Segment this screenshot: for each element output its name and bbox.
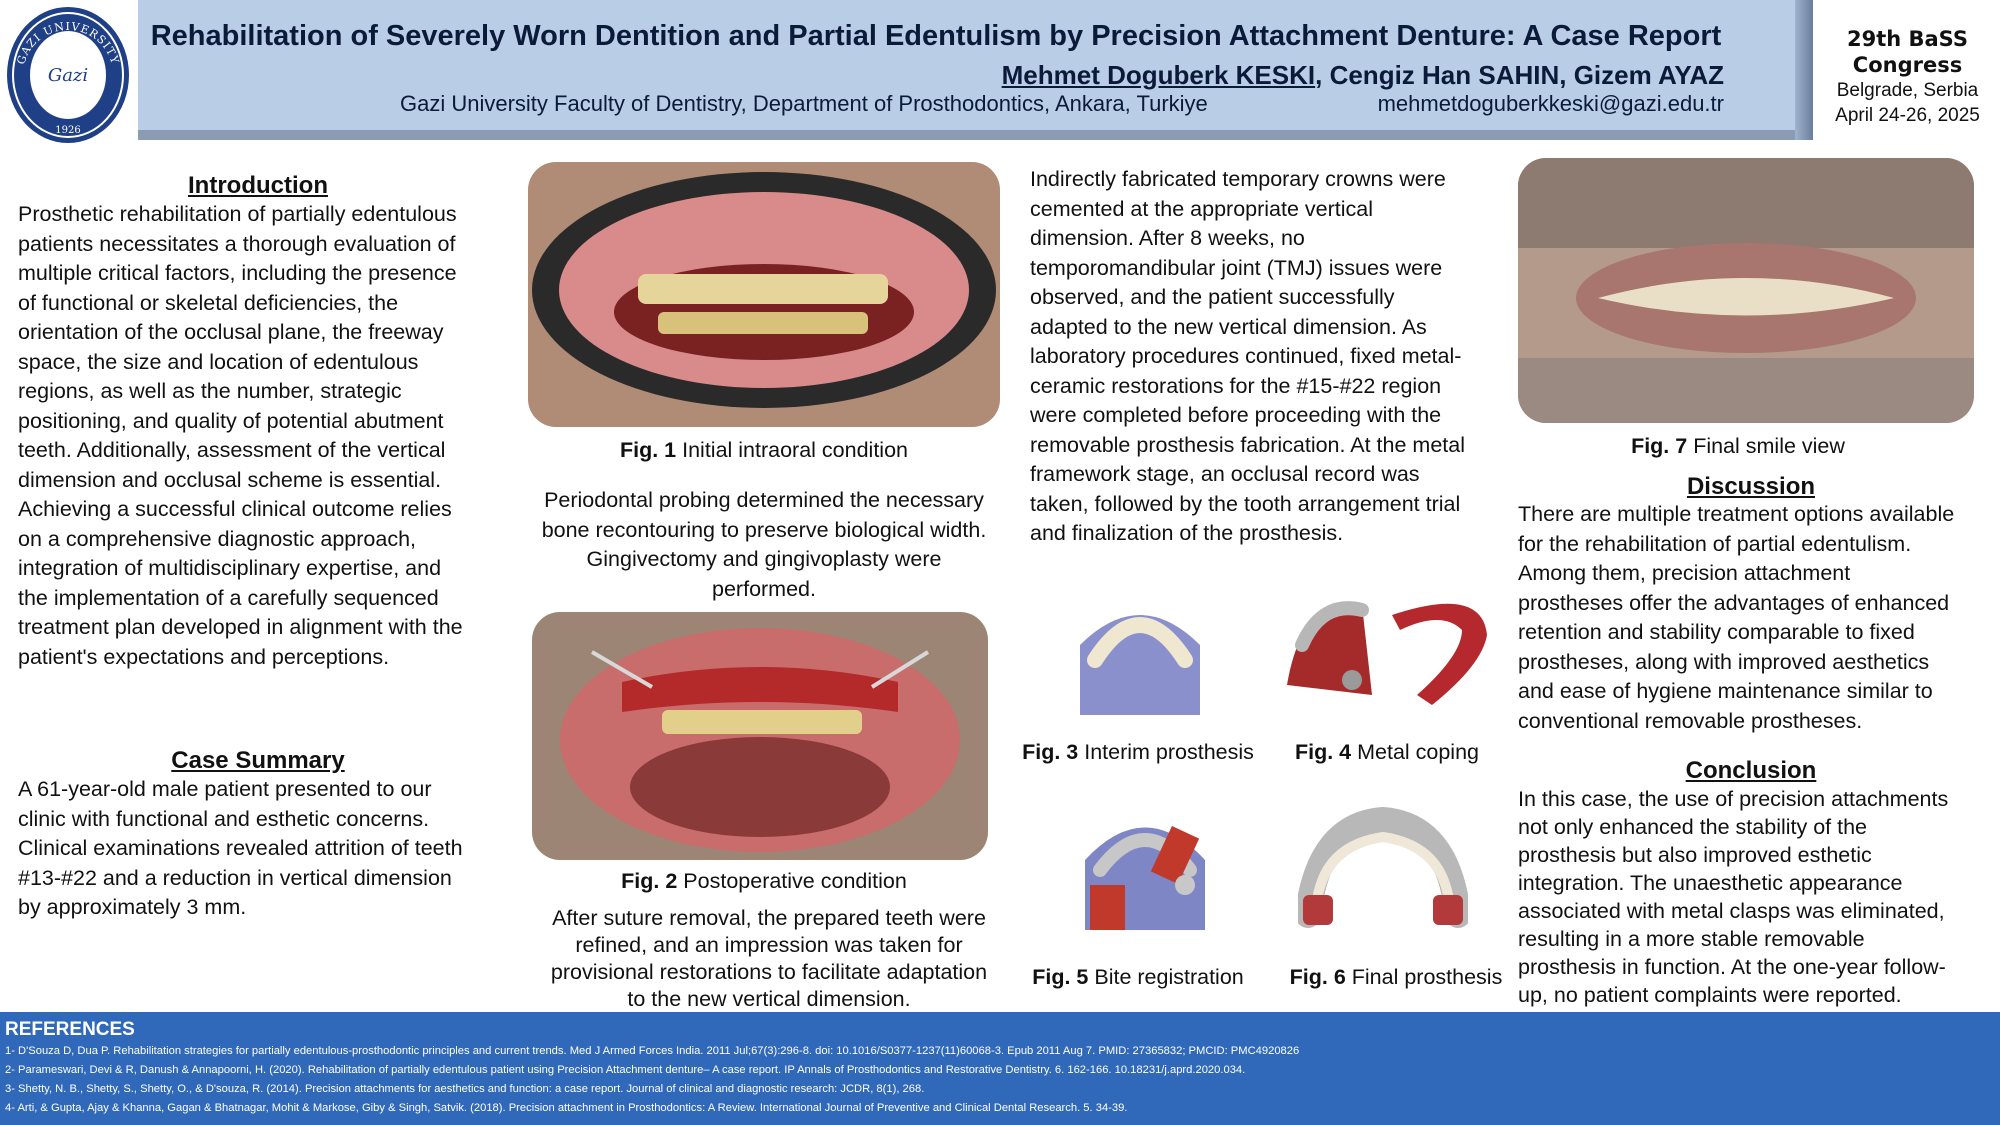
reference-item: 1- D'Souza D, Dua P. Rehabilitation strategies for partially edentulous-prosthodontic principles and current trends. Med J Armed Forces India. 2011 Jul;67(3):296-8. doi: 10.1016/S0377-1237(11)60068-3. Epub 2011 Aug 7. PMID: 27365832; PMCID: PMC4920826 bbox=[5, 1045, 1300, 1057]
discussion-heading: Discussion bbox=[1686, 473, 1816, 500]
conclusion-text: In this case, the use of precision attachments not only enhanced the stability of the prosthesis but also improved esthetic integration. The unaesthetic appearance associated with metal clasps was eliminated, resulting in a more stable removable prosthesis in function. At the one-year follow- up, no patient complaints were reported. bbox=[1518, 787, 1949, 1007]
congress-info bbox=[1815, 26, 2000, 128]
fig7-photo bbox=[1518, 158, 1974, 423]
references-heading: REFERENCES bbox=[5, 1019, 135, 1040]
fig3-photo bbox=[1070, 585, 1210, 725]
fig5-photo bbox=[1070, 790, 1220, 940]
periodontal-text: Periodontal probing determined the necessary bone recontouring to preserve biological width. Gingivectomy and gingivoplasty were performed. bbox=[541, 488, 987, 601]
temporary-text: Indirectly fabricated temporary crowns were cemented at the appropriate vertical dimension. After 8 weeks, no temporomandibular joint (TMJ) issues were observed, and the patient successfully adapted to the new vertical dimension. As laboratory procedures continued, fixed metal- ceramic restorations for the #15-#22 region were completed before proceeding with the removable prosthesis fabrication. At the metal framework stage, an occlusal record was taken, followed by the tooth arrangement trial and finalization of the prosthesis. bbox=[1030, 167, 1465, 545]
introduction-heading: Introduction bbox=[188, 172, 328, 199]
congress-location: Belgrade, Serbia bbox=[1836, 80, 1979, 101]
fig1-caption: Fig. 1 Initial intraoral condition bbox=[619, 438, 908, 462]
case-summary-heading: Case Summary bbox=[171, 747, 345, 774]
university-logo bbox=[5, 5, 131, 145]
fig1-photo bbox=[528, 162, 1000, 427]
logo-arc-text: GAZI UNIVERSITY bbox=[14, 19, 122, 67]
fig2-photo bbox=[532, 612, 988, 860]
case-summary-text: A 61-year-old male patient presented to our clinic with functional and esthetic concerns. Clinical examinations revealed attrition of teeth #13-#22 and a reduction in vertical dimension by approximately 3 mm. bbox=[18, 777, 463, 919]
fig3-caption: Fig. 3 Interim prosthesis bbox=[1022, 740, 1254, 764]
author-rest: , Cengiz Han SAHIN, Gizem AYAZ bbox=[1315, 60, 1724, 90]
poster-title: Rehabilitation of Severely Worn Dentition and Partial Edentulism by Precision Attachment Denture: A Case Report bbox=[150, 20, 1722, 52]
discussion-text: There are multiple treatment options available for the rehabilitation of partial edentulism. Among them, precision attachment prostheses offer the advantages of enhanced retention and stability comparable to fixed prostheses, along with improved aesthetics and ease of hygiene maintenance similar to conventional removable prostheses. bbox=[1518, 502, 1955, 733]
suture-text: After suture removal, the prepared teeth were refined, and an impression was taken for provisional restorations to facilitate adaptation to the new vertical dimension. bbox=[550, 906, 988, 1011]
affiliation-row bbox=[400, 91, 1724, 117]
congress-name-1: 29th BaSS bbox=[1846, 27, 1968, 51]
congress-name-2: Congress bbox=[1852, 53, 1963, 77]
fig4-photo bbox=[1282, 585, 1492, 725]
introduction-text: Prosthetic rehabilitation of partially edentulous patients necessitates a thorough evaluation of multiple critical factors, including the presence of functional or skeletal deficiencies, the orientation of the occlusal plane, the freeway space, the size and location of edentulous regions, as well as the number, strategic positioning, and quality of potential abutment teeth. Additionally, assessment of the vertical dimension and occlusal scheme is essential. Achieving a successful clinical outcome relies on a comprehensive diagnostic approach, integration of multidisciplinary expertise, and the implementation of a carefully sequenced treatment plan developed in alignment with the patient's expectations and perceptions. bbox=[18, 202, 463, 669]
reference-item: 2- Parameswari, Devi & R, Danush & Annapoorni, H. (2020). Rehabilitation of partially edentulous patient using Precision Attachment denture– A case report. IP Annals of Prosthodontics and Restorative Dentistry. 6. 162-166. 10.18231/j.aprd.2020.034. bbox=[5, 1064, 1246, 1076]
fig2-caption: Fig. 2 Postoperative condition bbox=[621, 869, 907, 893]
reference-item: 3- Shetty, N. B., Shetty, S., Shetty, O., & D'souza, R. (2014). Precision attachments for aesthetics and function: a case report. Journal of clinical and diagnostic research: JCDR, 8(1), 268. bbox=[5, 1083, 925, 1095]
header-shadow bbox=[138, 130, 1810, 140]
reference-item: 4- Arti, & Gupta, Ajay & Khanna, Gagan & Bhatnagar, Mohit & Markose, Giby & Singh, Satvik. (2018). Precision attachment in Prosthodontics: A Review. International Journal of Preventive and Clinical Dental Research. 5. 34-39. bbox=[5, 1102, 1128, 1114]
congress-dates: April 24-26, 2025 bbox=[1835, 105, 1980, 126]
fig5-caption: Fig. 5 Bite registration bbox=[1032, 965, 1244, 989]
fig6-photo bbox=[1298, 805, 1468, 940]
references-band bbox=[0, 1012, 2000, 1125]
author-first: Mehmet Doguberk KESKI bbox=[1001, 60, 1316, 90]
header-edge bbox=[1795, 0, 1813, 140]
authors bbox=[900, 60, 1724, 91]
fig6-caption: Fig. 6 Final prosthesis bbox=[1289, 965, 1503, 989]
logo-signature: Gazi bbox=[47, 65, 89, 86]
fig4-caption: Fig. 4 Metal coping bbox=[1294, 740, 1480, 764]
fig7-caption: Fig. 7 Final smile view bbox=[1631, 434, 1845, 458]
affiliation: Gazi University Faculty of Dentistry, Department of Prosthodontics, Ankara, Turkiye bbox=[400, 91, 1208, 116]
logo-year: 1926 bbox=[55, 125, 81, 136]
contact-email[interactable]: mehmetdoguberkkeski@gazi.edu.tr bbox=[1377, 91, 1724, 116]
conclusion-heading: Conclusion bbox=[1685, 757, 1817, 784]
